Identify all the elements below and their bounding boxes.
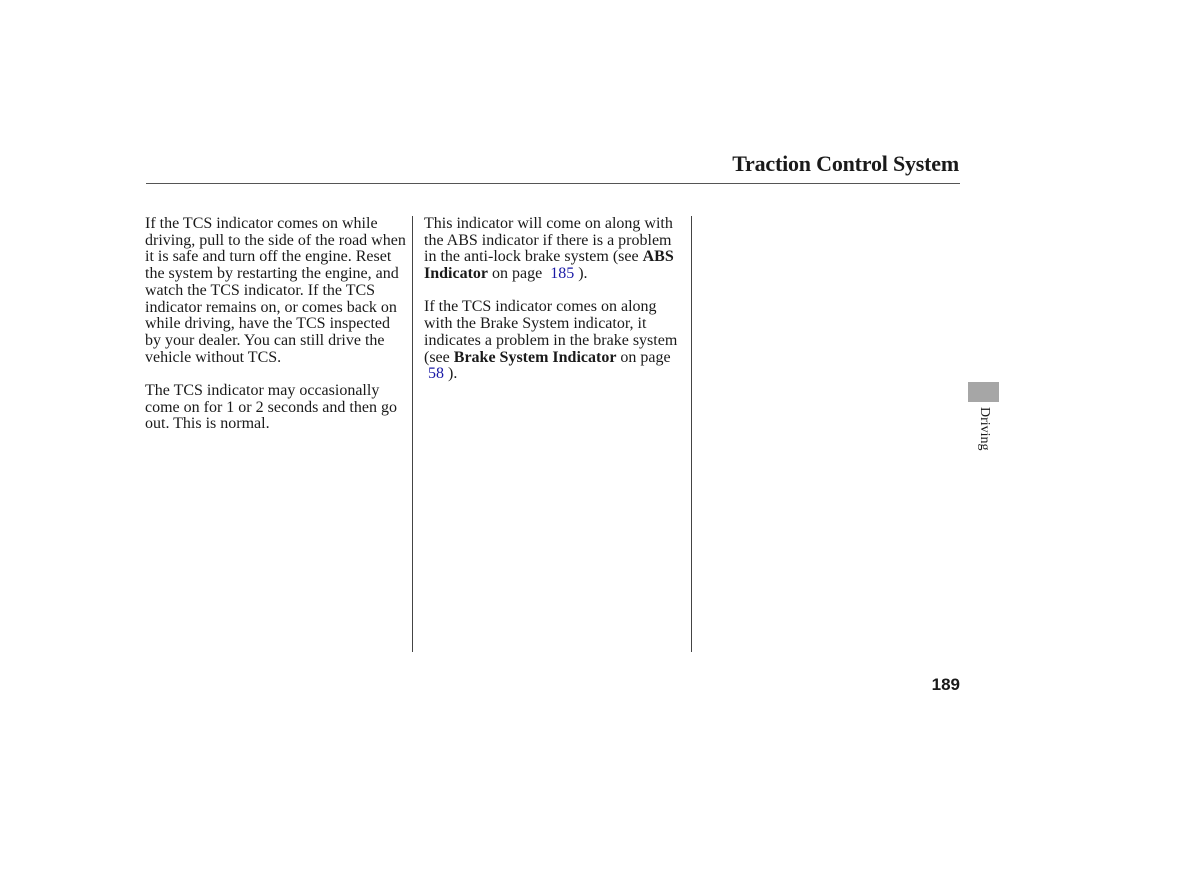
paragraph-text: This indicator will come on along with the ABS indicator if there is a problem in the anti-lock brake system (see <box>424 215 673 266</box>
column-divider <box>412 216 413 652</box>
text-column-left <box>145 216 407 450</box>
paragraph-tcs-normal: The TCS indicator may occasionally come on for 1 or 2 seconds and then go out. This is normal. <box>145 381 397 433</box>
paragraph-tcs-reset: If the TCS indicator comes on while driving, pull to the side of the road when it is safe and turn off the engine. Reset the system by restarting the engine, and watch the TCS indicator. If the TCS indicator remains on, or comes back on while driving, have the TCS inspected by your dealer. You can still drive the vehicle without TCS. <box>145 215 406 366</box>
paragraph-text: ). <box>578 265 588 283</box>
paragraph-brake-indicator <box>424 299 686 383</box>
page-link-58[interactable]: 58 <box>428 365 444 383</box>
text-column-middle <box>424 216 686 400</box>
page-title: Traction Control System <box>732 151 959 176</box>
page-number: 189 <box>931 675 960 694</box>
paragraph-text: If the TCS indicator comes on along with the Brake System indicator, it indicates a problem in the brake system (see <box>424 298 678 366</box>
abs-indicator-ref: ABS Indicator <box>424 248 674 283</box>
paragraph-text: ). <box>448 365 458 383</box>
section-tab-marker <box>968 382 999 402</box>
page-link-185[interactable]: 185 <box>550 265 575 283</box>
paragraph-text: on page <box>616 348 671 366</box>
section-tab-label: Driving <box>977 407 992 451</box>
title-rule <box>146 183 960 184</box>
column-divider <box>691 216 692 652</box>
paragraph-text: on page <box>488 265 547 283</box>
paragraph-abs-indicator <box>424 216 686 283</box>
brake-system-indicator-ref: Brake System Indicator <box>453 348 617 366</box>
